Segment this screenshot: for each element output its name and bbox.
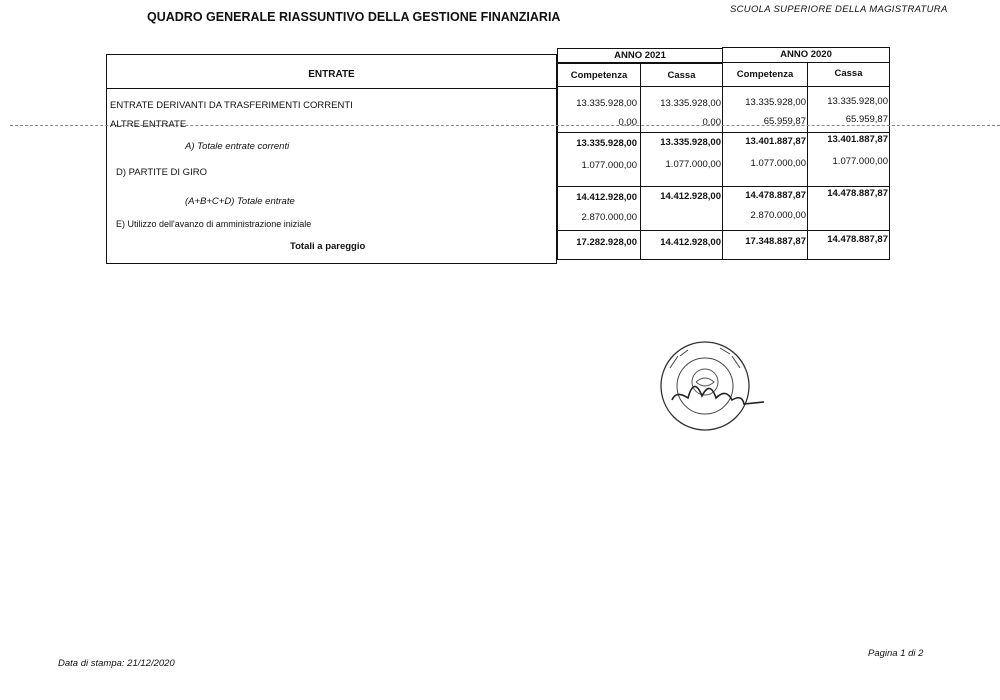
cell-value: 13.335.928,00 — [576, 98, 637, 109]
print-date: Data di stampa: 21/12/2020 — [58, 658, 175, 669]
subheader-cassa-2021: Cassa — [667, 70, 696, 81]
cell-value: 14.412.928,00 — [576, 192, 637, 203]
cell-value: 1.077.000,00 — [750, 158, 806, 169]
cell-value: 0,00 — [702, 117, 721, 128]
cell-value: 2.870.000,00 — [581, 212, 637, 223]
cell-value: 14.478.887,87 — [827, 234, 888, 245]
row-label: ALTRE ENTRATE — [110, 119, 187, 130]
organization-name: SCUOLA SUPERIORE DELLA MAGISTRATURA — [730, 4, 948, 15]
subheader-divider — [557, 86, 890, 87]
cell-value: 13.401.887,87 — [745, 136, 806, 147]
cell-value: 2.870.000,00 — [750, 210, 806, 221]
separator-totali-pareggio — [557, 230, 890, 231]
row-label: (A+B+C+D) Totale entrate — [185, 196, 295, 207]
subheader-competenza-2020: Competenza — [736, 69, 794, 80]
cell-value: 13.335.928,00 — [660, 137, 721, 148]
row-label: ENTRATE DERIVANTI DA TRASFERIMENTI CORRENTI — [110, 100, 353, 111]
separator-totale-entrate — [557, 186, 890, 187]
stamp-signature-icon — [660, 338, 800, 438]
page-number: Pagina 1 di 2 — [868, 648, 924, 659]
header-divider — [106, 88, 557, 89]
cell-value: 0,00 — [618, 117, 637, 128]
row-label: D) PARTITE DI GIRO — [116, 167, 207, 178]
cell-value: 13.335.928,00 — [827, 96, 888, 107]
cell-value: 13.401.887,87 — [827, 134, 888, 145]
year-header-2021: ANNO 2021 — [557, 48, 723, 64]
cell-value: 65.959,87 — [845, 114, 888, 125]
cell-value: 65.959,87 — [763, 116, 806, 127]
cell-value: 14.478.887,87 — [827, 188, 888, 199]
official-stamp — [660, 338, 800, 443]
cell-value: 1.077.000,00 — [832, 156, 888, 167]
entrate-column-frame — [106, 54, 557, 264]
cell-value: 17.282.928,00 — [576, 237, 637, 248]
cell-value: 13.335.928,00 — [745, 97, 806, 108]
cell-value: 1.077.000,00 — [581, 160, 637, 171]
cell-value: 14.412.928,00 — [660, 191, 721, 202]
cell-value: 13.335.928,00 — [660, 98, 721, 109]
cell-value: 14.412.928,00 — [660, 237, 721, 248]
cell-value: 17.348.887,87 — [745, 236, 806, 247]
cell-value: 14.478.887,87 — [745, 190, 806, 201]
entrate-header: ENTRATE — [308, 69, 355, 80]
cell-value: 13.335.928,00 — [576, 138, 637, 149]
subheader-cassa-2020: Cassa — [834, 68, 863, 79]
cell-value: 1.077.000,00 — [665, 159, 721, 170]
row-label: A) Totale entrate correnti — [185, 141, 290, 152]
row-label: Totali a pareggio — [290, 241, 366, 252]
subheader-competenza-2021: Competenza — [570, 70, 628, 81]
separator-totale-correnti — [557, 132, 890, 133]
year-header-2020: ANNO 2020 — [722, 47, 890, 63]
page-title: QUADRO GENERALE RIASSUNTIVO DELLA GESTIONE FINANZIARIA — [147, 10, 561, 24]
row-label: E) Utilizzo dell'avanzo di amministrazione iniziale — [116, 219, 312, 229]
